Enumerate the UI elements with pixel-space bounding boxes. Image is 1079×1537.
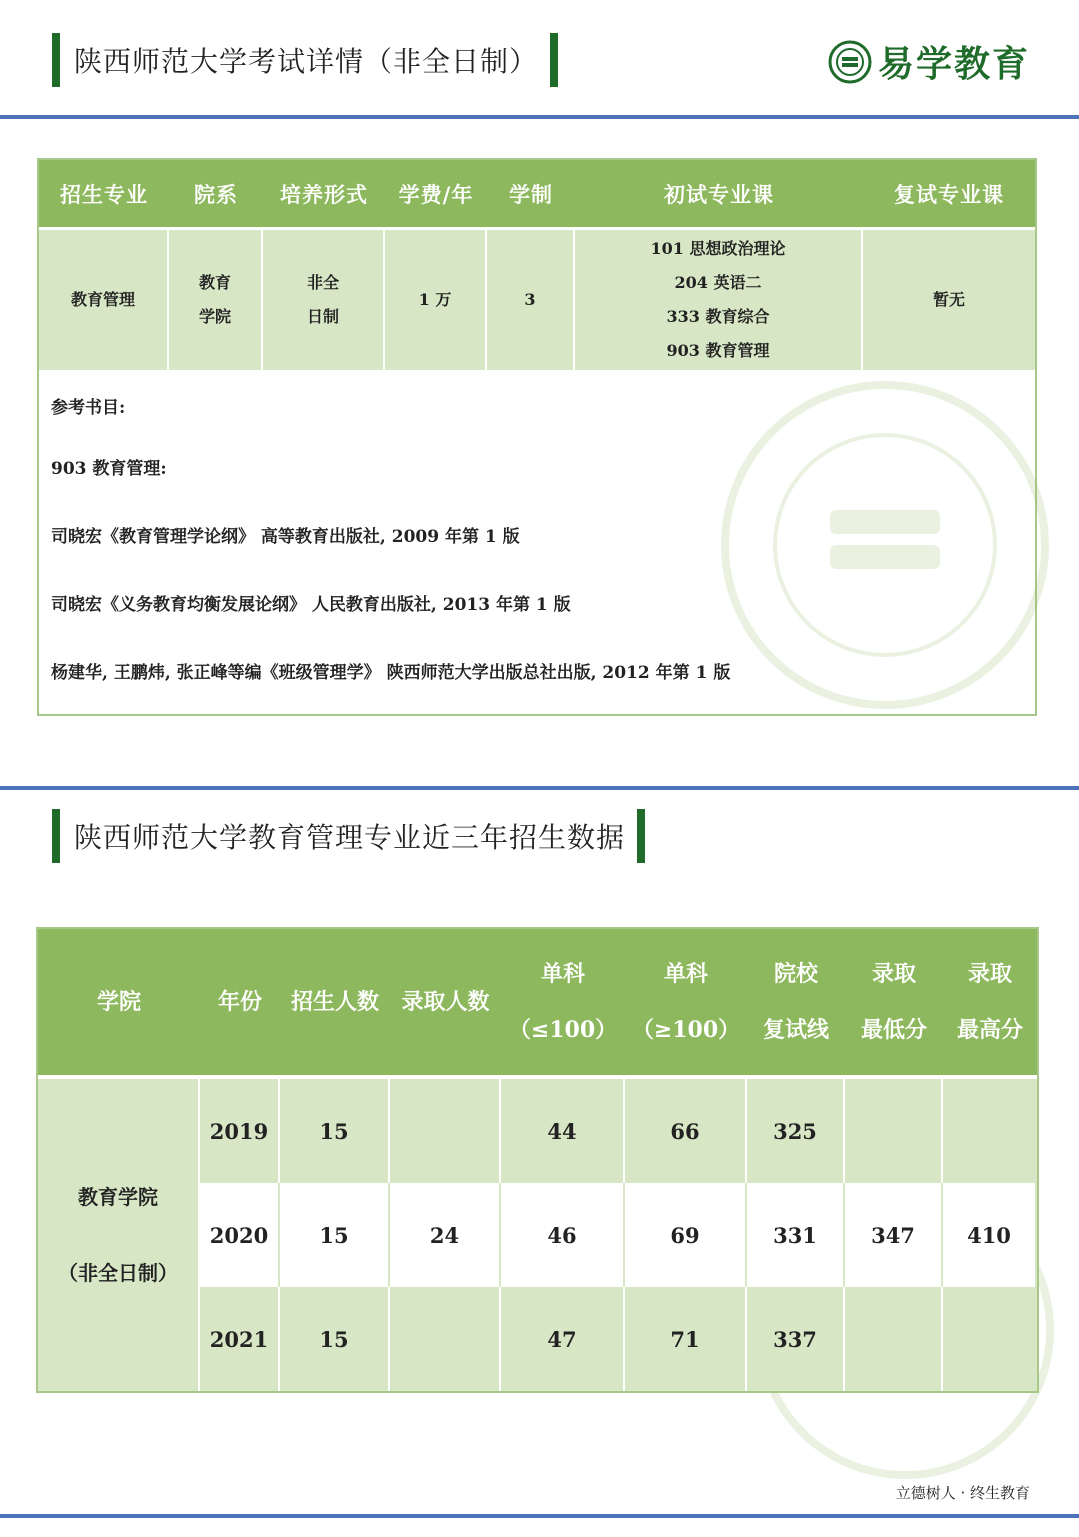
cell-single-le100: 47 bbox=[501, 1287, 625, 1391]
refs-heading: 参考书目: bbox=[51, 397, 126, 418]
header-exam-subjects: 初试专业课 bbox=[575, 160, 863, 230]
cell-retest-line: 325 bbox=[747, 1079, 845, 1183]
logo-text: 易学教育 bbox=[878, 44, 1031, 85]
cell-admitted bbox=[390, 1079, 501, 1183]
admission-table-body bbox=[38, 1079, 1037, 1391]
cell-max-score bbox=[943, 1287, 1037, 1391]
cell-retest: 暂无 bbox=[932, 290, 965, 309]
middle-rule bbox=[0, 786, 1079, 790]
exam-table-header bbox=[39, 160, 1035, 230]
ref-book-2: 司晓宏《义务教育均衡发展论纲》 人民教育出版社, 2013 年第 1 版 bbox=[51, 594, 571, 615]
title-bar-left bbox=[52, 809, 60, 863]
header-tuition: 学费/年 bbox=[385, 160, 487, 230]
admission-table-header bbox=[38, 929, 1037, 1079]
title-bar-right bbox=[637, 809, 645, 863]
header-years: 学制 bbox=[487, 160, 575, 230]
cell-form: 非全 日制 bbox=[263, 230, 385, 370]
header-year: 年份 bbox=[217, 989, 262, 1015]
cell-enroll-plan: 15 bbox=[280, 1183, 390, 1287]
cell-single-ge100: 71 bbox=[625, 1287, 747, 1391]
logo-seal-icon bbox=[828, 40, 872, 84]
refs-subject: 903 教育管理: bbox=[51, 458, 167, 479]
cell-year: 2021 bbox=[200, 1287, 280, 1391]
header-form: 培养形式 bbox=[263, 160, 385, 230]
header-min-score: 录取 最低分 bbox=[860, 961, 927, 1043]
cell-max-score: 410 bbox=[943, 1183, 1037, 1287]
cell-year: 2019 bbox=[200, 1079, 280, 1183]
cell-min-score bbox=[845, 1287, 943, 1391]
cell-retest-line: 331 bbox=[747, 1183, 845, 1287]
cell-exam-subjects: 101 思想政治理论 204 英语二 333 教育综合 903 教育管理 bbox=[575, 230, 863, 370]
table-row bbox=[200, 1287, 1037, 1391]
section2-header bbox=[52, 809, 645, 863]
table-row bbox=[200, 1079, 1037, 1183]
table-row bbox=[200, 1183, 1037, 1287]
header-single-le100: 单科 （≤100） bbox=[508, 961, 618, 1043]
header-max-score: 录取 最高分 bbox=[956, 961, 1023, 1043]
cell-min-score: 347 bbox=[845, 1183, 943, 1287]
header-major: 招生专业 bbox=[39, 160, 169, 230]
cell-admitted: 24 bbox=[390, 1183, 501, 1287]
cell-min-score bbox=[845, 1079, 943, 1183]
cell-single-le100: 44 bbox=[501, 1079, 625, 1183]
footer-slogan: 立德树人 · 终生教育 bbox=[895, 1484, 1030, 1502]
cell-single-le100: 46 bbox=[501, 1183, 625, 1287]
cell-years: 3 bbox=[487, 230, 575, 370]
cell-college: 教育学院 （非全日制） bbox=[38, 1079, 200, 1391]
admission-data-table bbox=[36, 927, 1039, 1393]
header-enroll-plan: 招生人数 bbox=[290, 989, 379, 1015]
reference-books bbox=[39, 370, 1035, 714]
cell-tuition: 1 万 bbox=[385, 230, 487, 370]
header-single-ge100: 单科 （≥100） bbox=[631, 961, 741, 1043]
ref-book-1: 司晓宏《教育管理学论纲》 高等教育出版社, 2009 年第 1 版 bbox=[51, 526, 520, 547]
brand-logo bbox=[828, 36, 1030, 87]
title-bar-left bbox=[52, 33, 60, 87]
section2-title: 陕西师范大学教育管理专业近三年招生数据 bbox=[74, 821, 626, 854]
header-college: 院系 bbox=[169, 160, 263, 230]
section1-header bbox=[52, 33, 558, 87]
cell-college: 教育 学院 bbox=[169, 230, 263, 370]
cell-enroll-plan: 15 bbox=[280, 1079, 390, 1183]
section1-title: 陕西师范大学考试详情（非全日制） bbox=[74, 45, 539, 78]
ref-book-3: 杨建华, 王鹏炜, 张正峰等编《班级管理学》 陕西师范大学出版总社出版, 2012 年第 1 版 bbox=[51, 662, 731, 683]
cell-retest-line: 337 bbox=[747, 1287, 845, 1391]
header-retest: 复试专业课 bbox=[863, 160, 1035, 230]
cell-year: 2020 bbox=[200, 1183, 280, 1287]
cell-single-ge100: 66 bbox=[625, 1079, 747, 1183]
header-admitted: 录取人数 bbox=[401, 989, 490, 1015]
cell-max-score bbox=[943, 1079, 1037, 1183]
cell-single-ge100: 69 bbox=[625, 1183, 747, 1287]
header-college: 学院 bbox=[96, 989, 141, 1015]
header-retest-line: 院校 复试线 bbox=[762, 961, 829, 1043]
exam-details-table bbox=[37, 158, 1037, 716]
top-rule bbox=[0, 115, 1079, 119]
title-bar-right bbox=[550, 33, 558, 87]
cell-major: 教育管理 bbox=[39, 230, 169, 370]
cell-enroll-plan: 15 bbox=[280, 1287, 390, 1391]
cell-admitted bbox=[390, 1287, 501, 1391]
exam-table-row bbox=[39, 230, 1035, 370]
bottom-rule bbox=[0, 1514, 1079, 1518]
admission-rows bbox=[200, 1079, 1037, 1391]
